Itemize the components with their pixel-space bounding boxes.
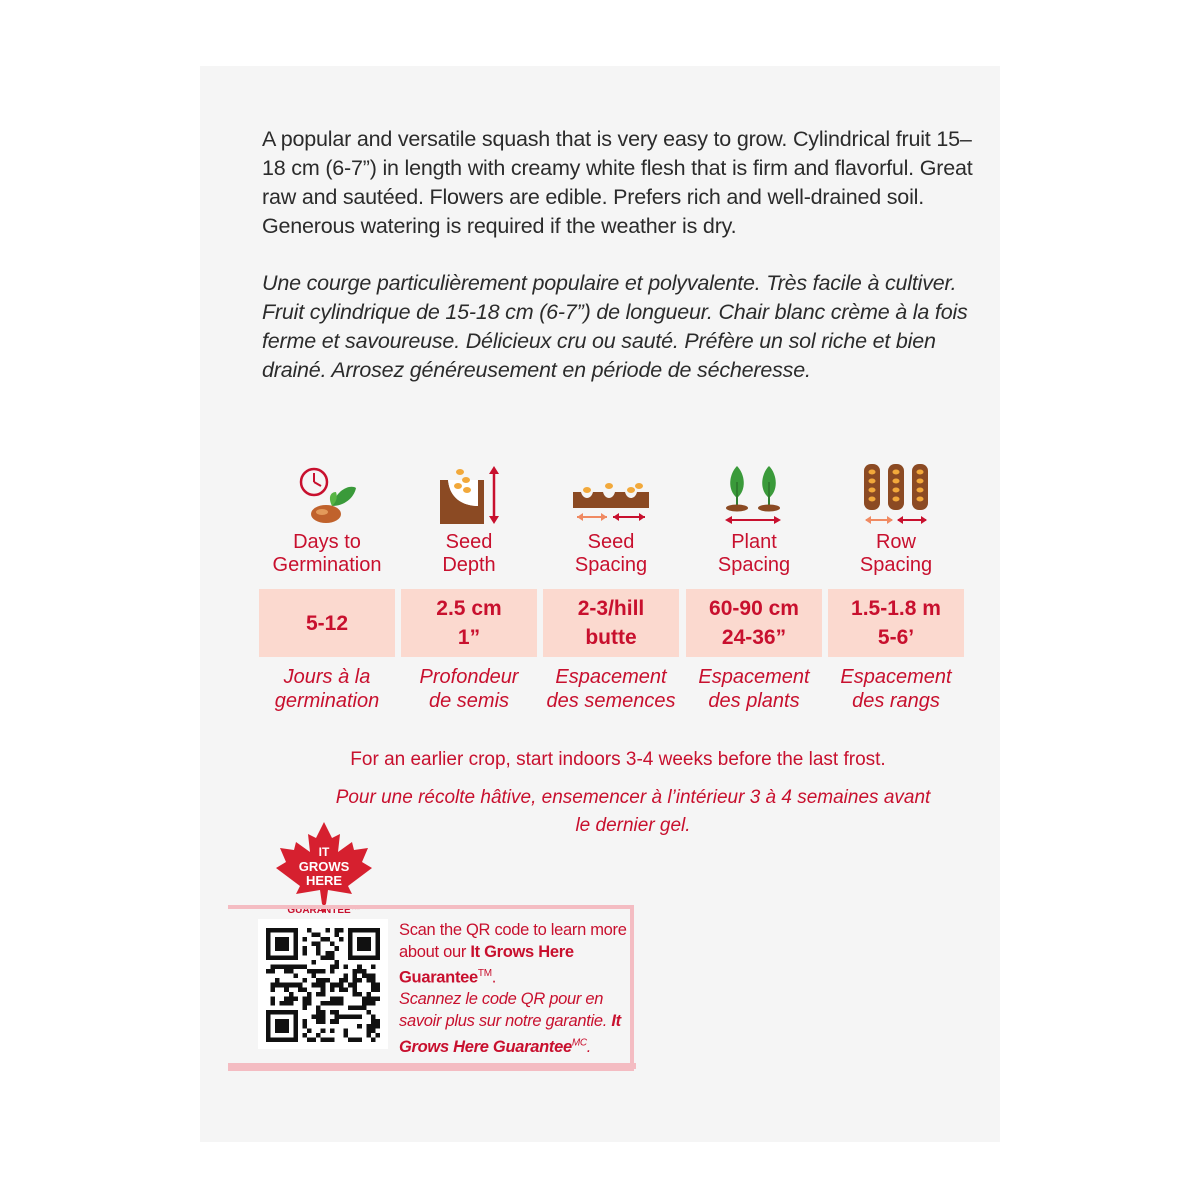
maple-leaf-icon	[268, 820, 380, 916]
value-row-spacing: 1.5-1.8 m 5-6’	[828, 589, 964, 657]
label-seed-spacing: Seed Spacing	[574, 531, 648, 576]
badge-guarantee: GUARANTEE™	[287, 905, 361, 916]
row-spacing-icon	[828, 462, 964, 530]
clock-seed-icon	[259, 462, 395, 530]
qr-code[interactable]	[266, 928, 380, 1042]
label-fr-seed-spacing: Espacement des semences	[546, 666, 676, 712]
value-seed-spacing: 2-3/hill butte	[543, 589, 679, 657]
description-english: A popular and versatile squash that is very easy to grow. Cylindrical fruit 15–18 cm (6-7”) in length with creamy white flesh that is firm and flavorful. Great raw and sautéed. Flowers are edible. Prefers rich and well-drained soil. Generous watering is required if the weather is dry.	[262, 127, 973, 238]
badge-line-2: GROWS	[298, 859, 350, 874]
guarantee-frame-bottom	[228, 1063, 636, 1069]
indoor-start-tip-french: Pour une récolte hâtive, ensemencer à l’intérieur 3 à 4 semaines avant le dernier gel.	[335, 787, 931, 836]
qr-description: Scan the QR code to learn more about our It Grows Here Guarantee™. Scannez le code QR pour en savoir plus sur notre garantie. It Grows Here Guarantee$^{MC}$.	[399, 921, 627, 1056]
label-fr-seed-depth: Profondeur de semis	[419, 666, 519, 712]
label-fr-row-spacing: Espacement des rangs	[840, 666, 952, 712]
value-days-to-germination: 5-12	[259, 589, 395, 657]
plant-spacing-icon	[686, 462, 822, 530]
description-french: Une courge particulièrement populaire et polyvalente. Très facile à cultiver. Fruit cylindrique de 15-18 cm (6-7”) de longueur. Chair blanc crème à la fois ferme et savoureuse. Délicieux cru ou sauté. Préfère un sol riche et bien drainé. Arrosez généreusement en période de sécheresse.	[262, 271, 968, 382]
seed-spacing-icon	[543, 462, 679, 530]
value-plant-spacing: 60-90 cm 24-36”	[686, 589, 822, 657]
value-seed-depth: 2.5 cm 1”	[401, 589, 537, 657]
label-days-to-germination: Days to Germination	[272, 531, 382, 576]
badge-line-3: HERE	[305, 873, 343, 888]
badge-line-1: IT	[318, 845, 330, 859]
seed-depth-icon	[401, 462, 537, 530]
label-fr-germination: Jours à la germination	[274, 666, 380, 712]
it-grows-here-guarantee-badge	[268, 820, 380, 916]
label-row-spacing: Row Spacing	[859, 531, 933, 576]
label-fr-plant-spacing: Espacement des plants	[698, 666, 810, 712]
indoor-start-tip-english: For an earlier crop, start indoors 3-4 weeks before the last frost.	[350, 749, 886, 770]
label-seed-depth: Seed Depth	[442, 531, 496, 576]
label-plant-spacing: Plant Spacing	[717, 531, 791, 576]
